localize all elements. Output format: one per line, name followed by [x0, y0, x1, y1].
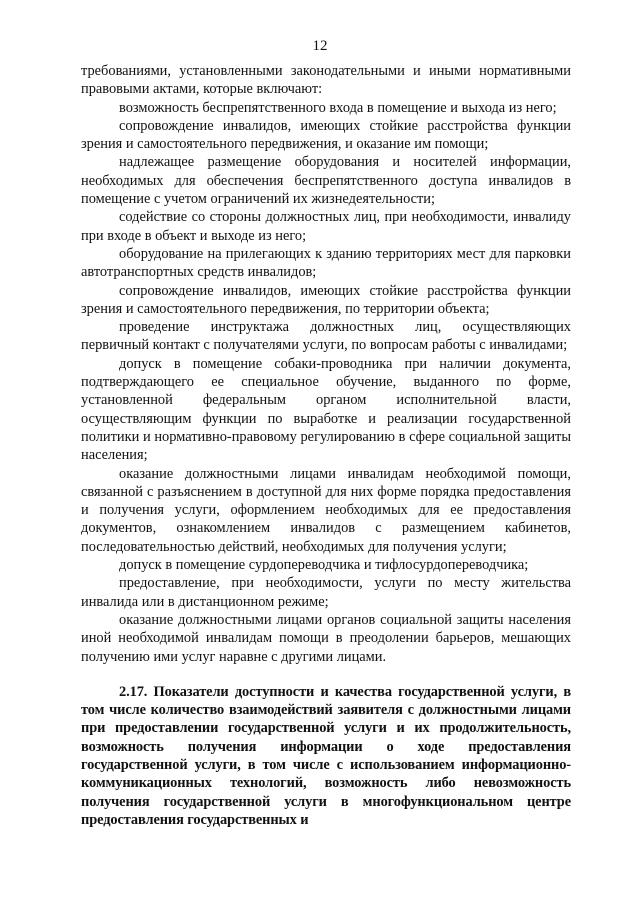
paragraph-remote-service: предоставление, при необходимости, услуги по месту жительства инвалида или в дистанционном режиме;: [81, 575, 571, 610]
paragraph-guide-dog: допуск в помещение собаки-проводника при наличии документа, подтверждающего ее специальное обучение, выданного по форме, установленной федеральным органом исполнительной власти, осуществляющим функции по выработке и реализации государственной политики и нормативно-правовому регулированию в сфере социальной защиты населения;: [81, 355, 571, 464]
body-text: [81, 62, 571, 829]
paragraph-staff-help-entry: содействие со стороны должностных лиц, при необходимости, инвалиду при входе в объект и выходе из него;: [81, 209, 571, 244]
paragraph-escort-territory: сопровождение инвалидов, имеющих стойкие расстройства функции зрения и самостоятельного передвижения, по территории объекта;: [81, 282, 571, 317]
paragraph-intro-continuation: требованиями, установленными законодательными и иными нормативными правовыми актами, которые включают:: [81, 63, 571, 98]
paragraph-equipment-placement: надлежащее размещение оборудования и носителей информации, необходимых для обеспечения беспрепятственного доступа инвалидов в помещение с учетом ограничений их жизнедеятельности;: [81, 154, 571, 208]
paragraph-free-entry: возможность беспрепятственного входа в помещение и выхода из него;: [119, 99, 557, 116]
section-heading-2-17: 2.17. Показатели доступности и качества государственной услуги, в том числе количество взаимодействий заявителя с должностными лицами при предоставлении государственной услуги и их продолжительность, возможность получения информации о ходе предоставления государственной услуги, в том числе с использованием информационно-коммуникационных технологий, возможность либо невозможность получения государственной услуги в многофункциональном центре предоставления государственных и: [81, 683, 571, 828]
paragraph-staff-assistance: оказание должностными лицами инвалидам необходимой помощи, связанной с разъяснением в доступной для них форме порядка предоставления и получения услуги, оформлением необходимых для ее предоставления документов, ознакомлением инвалидов с размещением кабинетов, последовательностью действий, необходимых для получения услуги;: [81, 465, 571, 555]
paragraph-parking: оборудование на прилегающих к зданию территориях мест для парковки автотранспортных средств инвалидов;: [81, 245, 571, 281]
page-number: 12: [312, 38, 328, 54]
paragraph-interpreter-access: допуск в помещение сурдопереводчика и тифлосурдопереводчика;: [119, 557, 529, 574]
paragraph-other-help: оказание должностными лицами органов социальной защиты населения иной необходимой инвалидам помощи в преодолении барьеров, мешающих получению ими услуг наравне с другими лицами.: [81, 611, 571, 665]
paragraph-staff-briefing: проведение инструктажа должностных лиц, осуществляющих первичный контакт с получателями услуги, по вопросам работы с инвалидами;: [81, 319, 571, 354]
paragraph-escort-assistance: сопровождение инвалидов, имеющих стойкие расстройства функции зрения и самостоятельного передвижения, и оказание им помощи;: [81, 117, 571, 153]
